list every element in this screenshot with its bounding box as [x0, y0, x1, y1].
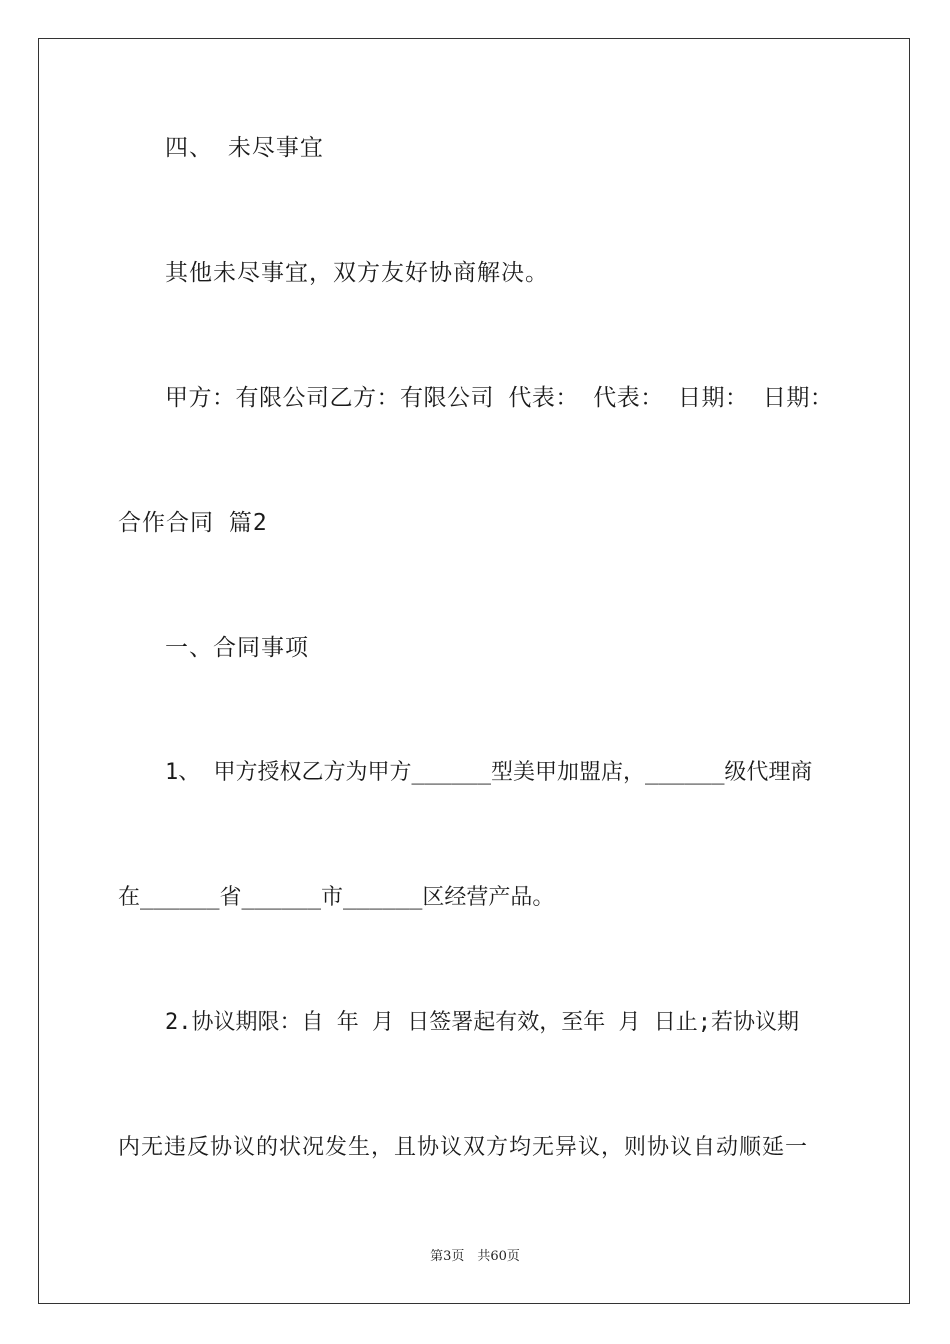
clause-1-line-1: 1、 甲方授权乙方为甲方______型美甲加盟店，______级代理商	[165, 760, 813, 785]
section-one-heading: 一、合同事项	[165, 635, 309, 661]
page-frame	[38, 38, 910, 1304]
clause-1-line-2: 在______省______市______区经营产品。	[118, 885, 555, 910]
section-four-body: 其他未尽事宜，双方友好协商解决。	[165, 260, 549, 286]
section-four-heading: 四、 未尽事宜	[165, 135, 324, 161]
clause-2-line-2: 内无违反协议的状况发生，且协议双方均无异议，则协议自动顺延一	[118, 1135, 809, 1160]
contract-title: 合作合同 篇2	[118, 510, 268, 536]
signature-line: 甲方：有限公司乙方：有限公司 代表： 代表： 日期： 日期：	[165, 385, 834, 411]
clause-2-line-1: 2.协议期限：自 年 月 日签署起有效，至年 月 日止;若协议期	[165, 1010, 799, 1035]
page-footer: 第3页 共60页	[430, 1249, 520, 1264]
